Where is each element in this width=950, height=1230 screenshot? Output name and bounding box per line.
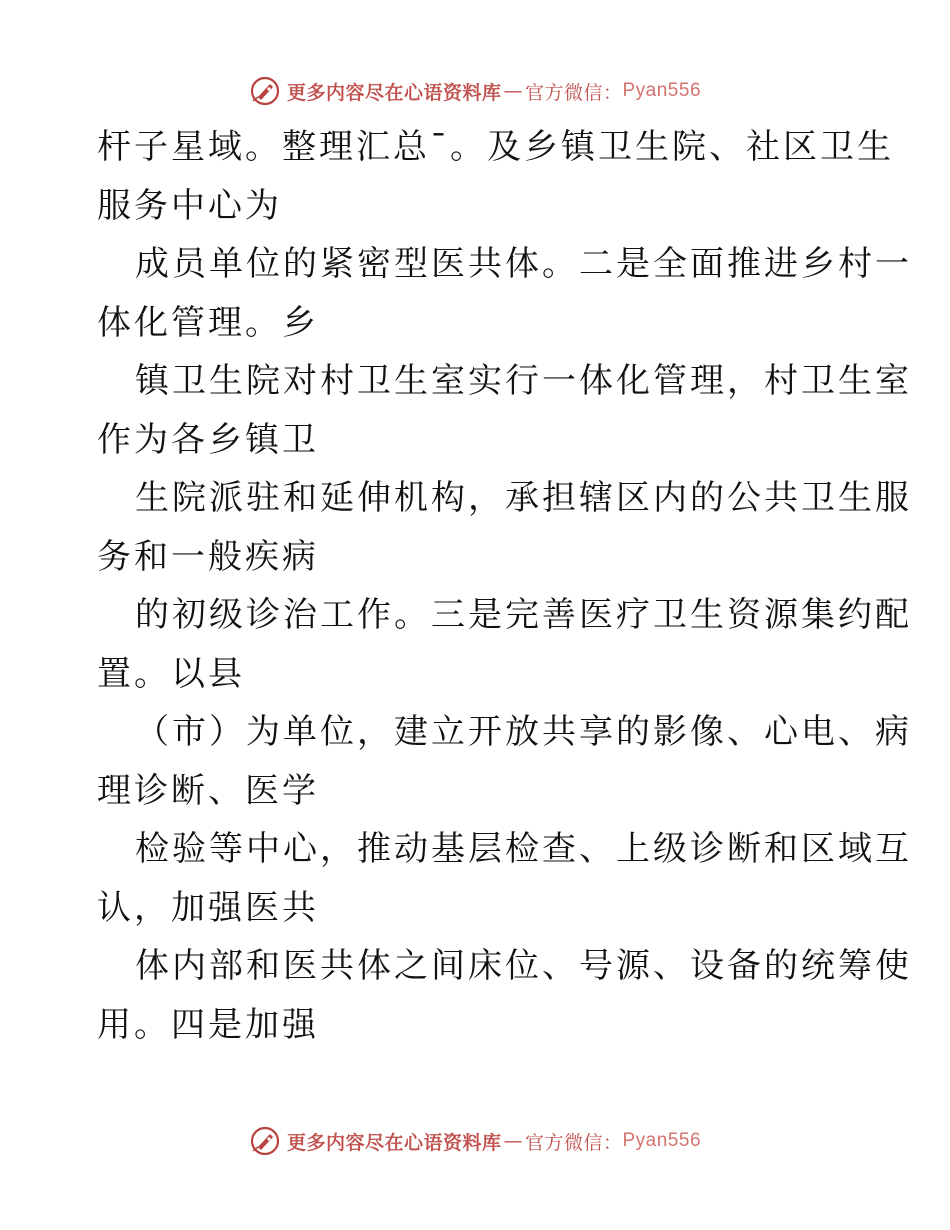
watermark-main-text: 更多内容尽在心语资料库 (286, 1131, 502, 1154)
pen-nib-circle-icon (249, 75, 281, 107)
pen-nib-circle-icon (249, 1125, 281, 1157)
watermark-separator: — (503, 80, 523, 102)
text-line: 服务中心为 (97, 185, 282, 226)
watermark-wechat-label: 官方微信： (524, 81, 623, 104)
watermark-wechat-label: 官方微信： (524, 1131, 623, 1154)
text-line: （市）为单位，建立开放共享的影像、心电、病 (135, 712, 912, 752)
text-line: 杆子星域。整理汇总¯。及乡镇卫生院、社区卫生 (97, 127, 894, 167)
watermark-wechat-id: Pyan556 (622, 80, 702, 101)
text-line: 体内部和医共体之间床位、号源、设备的统筹使 (135, 946, 912, 986)
text-line: 体化管理。乡 (97, 302, 319, 343)
header-watermark (0, 71, 950, 111)
text-line: 作为各乡镇卫 (97, 419, 319, 460)
watermark-main-text: 更多内容尽在心语资料库 (286, 81, 502, 104)
text-line: 镇卫生院对村卫生室实行一体化管理，村卫生室 (135, 361, 912, 401)
text-line: 成员单位的紧密型医共体。二是全面推进乡村一 (135, 244, 912, 284)
text-line: 务和一般疾病 (97, 536, 319, 577)
text-line: 的初级诊治工作。三是完善医疗卫生资源集约配 (135, 595, 912, 635)
text-line: 检验等中心，推动基层检查、上级诊断和区域互 (135, 829, 912, 869)
footer-watermark (0, 1121, 950, 1161)
text-line: 置。以县 (97, 653, 245, 694)
text-line: 认，加强医共 (97, 887, 319, 928)
watermark-wechat-id: Pyan556 (622, 1130, 702, 1151)
document-body (97, 118, 912, 1054)
watermark-separator: — (503, 1130, 523, 1152)
text-line: 生院派驻和延伸机构，承担辖区内的公共卫生服 (135, 478, 912, 518)
text-line: 理诊断、医学 (97, 770, 319, 811)
text-line: 用。四是加强 (97, 1004, 319, 1045)
